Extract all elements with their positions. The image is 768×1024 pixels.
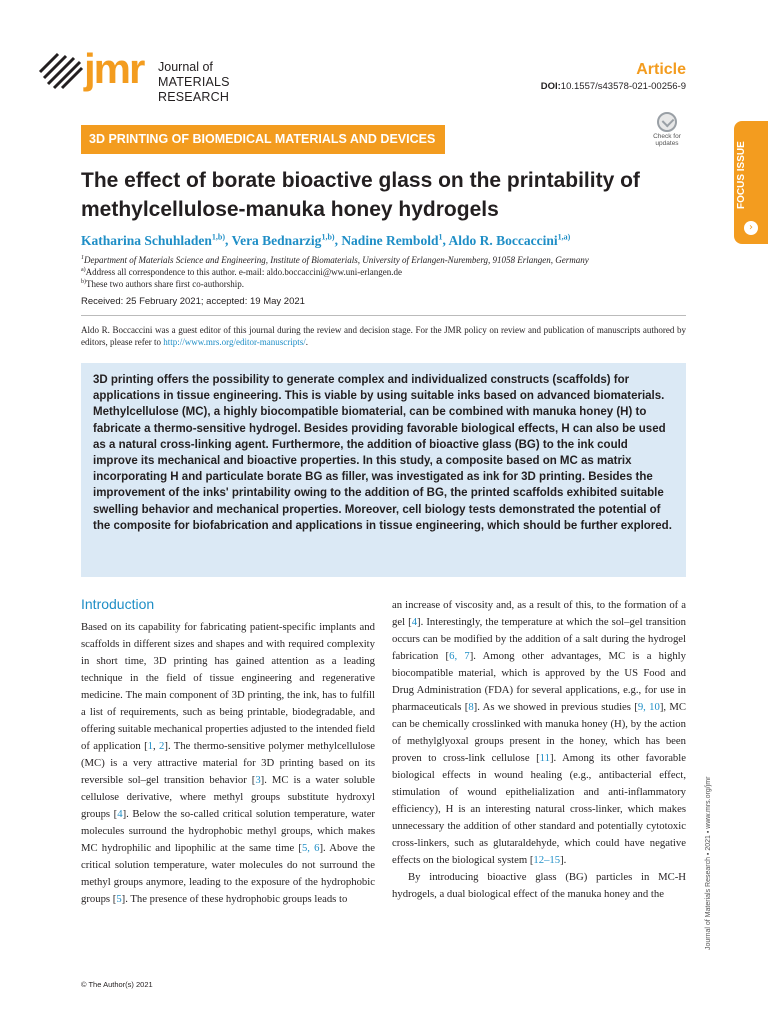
chevron-right-icon: › (744, 221, 758, 235)
citation-link[interactable]: 8 (468, 701, 474, 713)
received-dates: Received: 25 February 2021; accepted: 19 May 2021 (81, 296, 305, 307)
check-for-updates-badge[interactable] (646, 112, 688, 150)
logo-stripes-icon (38, 52, 84, 90)
body-column-right (392, 597, 686, 903)
citation-link[interactable]: 9, 10 (637, 701, 660, 713)
journal-name-line2: MATERIALS RESEARCH (158, 75, 230, 104)
doi-value: 10.1557/s43578-021-00256-9 (560, 81, 686, 92)
journal-side-label: Journal of Materials Research ▪ 2021 ▪ www.mrs.org/jmr (705, 776, 712, 950)
correspondence-note: $^{a)}$Address all correspondence to this author. e-mail: aldo.boccaccini@ww.uni-erlangen.de (81, 267, 403, 277)
abstract-text: 3D printing offers the possibility to generate complex and individualized constructs (scaffolds) for applications in tissue engineering. This is viable by using suitable inks based on advanced biomaterials. Methylcellulose (MC), a highly biocompatible biomaterial, can be combined with manuka honey (H) to fabricate a thermo-sensitive hydrogel. Besides providing favorable biological effects, H can also be used as a natural cross-linking agent. Furthermore, the addition of bioactive glass (BG) to the ink could improve its mechanical and bioactive properties. In this study, a composite based on MC as matrix incorporating H and particulate borate BG as filler, was investigated as ink for 3D printing. Besides the improvement of the inks' printability owing to the addition of BG, the printed scaffolds exhibited suitable swelling behavior and mechanical properties. Moreover, cell biology tests demonstrated the potential of the composite for biofabrication and applications in tissue engineering, which should be further explored. (93, 374, 672, 532)
citation-link[interactable]: 11 (539, 752, 550, 764)
divider (81, 315, 686, 316)
citation-link[interactable]: 5, 6 (301, 842, 320, 854)
doi[interactable] (541, 81, 686, 92)
section-heading-introduction: Introduction (81, 596, 155, 612)
body-column-left (81, 595, 375, 908)
citation-link[interactable]: 3 (255, 774, 261, 786)
author[interactable]: Aldo R. Boccaccini$^{1,a)}$ (448, 232, 571, 248)
logo-mark: jmr (84, 45, 144, 92)
doi-label: DOI: (540, 81, 561, 92)
article-type-label: Article (636, 61, 686, 78)
citation-link[interactable]: 1 (147, 740, 154, 752)
citation-link[interactable]: 6, 7 (449, 650, 470, 662)
author[interactable]: Nadine Rembold$^1$ (341, 232, 443, 248)
editor-note: Aldo R. Boccaccini was a guest editor of this journal during the review and decision stage. For the JMR policy on review and publication of manuscripts authored by editors, please refer to http://www.mrs.org/editor-manuscripts/. (81, 325, 686, 347)
section-banner: 3D PRINTING OF BIOMEDICAL MATERIALS AND DEVICES (81, 125, 445, 154)
journal-logo (38, 45, 268, 104)
check-updates-icon (657, 112, 677, 132)
paragraph: an increase of viscosity and, as a result of this, to the formation of a gel [4]. Interestingly, the temperature at which the sol–gel transition occurs can be modified by the addition of a salt during the hydrogel fabrication [6, 7]. Among other advantages, MC is a highly biocompatible material, which is approved by the US Food and Drug Administration (FDA) for several applications, e.g., for use in pharmaceuticals [8]. As we showed in previous studies [9, 10], MC can be chemically crosslinked with manuka honey (H), by the action of methylglyoxal groups present in the honey, which has been proven to cross-link cellulose [11]. Among its other favorable biological effects in wound healing (e.g., antibacterial effect, stimulation of wound epithelialization and anti-inflammatory efficiency), H is an interesting natural cross-linker, which makes unnecessary the addition of other standard and potentially cytotoxic cross-linkers, such as glutaraldehyde, which could have negative effects on the biological system [12–15]. (392, 599, 686, 866)
citation-link[interactable]: 5 (116, 893, 122, 905)
citation-link[interactable]: 4 (117, 808, 123, 820)
check-updates-label: Check for updates (653, 133, 681, 147)
citation-link[interactable]: 4 (411, 616, 418, 628)
paragraph: Based on its capability for fabricating patient-specific implants and scaffolds in different sizes and shapes and with required complexity in short time, 3D printing has gained attention as a leading technique in the field of tissue engineering and regenerative medicine. The main component of 3D printing, the ink, has to fulfill a list of requirements, such as being printable, biodegradable, and offering suitable mechanical properties adjusted to the intended field of application [1, 2]. The thermo-sensitive polymer methylcellulose (MC) is a very attractive material for 3D printing based on its reversible sol–gel transition behavior [3]. MC is a water soluble cellulose derivative, where methyl groups substitute hydroxyl groups [4]. Below the so-called critical solution temperature, water molecules surround the hydrophobic methyl groups, which makes MC hydrophilic and lipophilic at the same time [5, 6]. Above the critical solution temperature, water molecules do not surround the methyl groups anymore, leading to the exposure of the hydrophobic groups [5]. The presence of these hydrophobic groups leads to (81, 621, 376, 905)
copyright-footer: © The Author(s) 2021 (81, 980, 153, 989)
abstract-box (81, 363, 686, 577)
article-title: The effect of borate bioactive glass on the printability of methylcellulose-manuka honey hydrogels (81, 169, 640, 221)
editor-policy-link[interactable]: http://www.mrs.org/editor-manuscripts/ (163, 337, 306, 347)
author[interactable]: Vera Bednarzig$^{1,b)}$ (231, 232, 335, 248)
journal-name (158, 60, 268, 105)
author-list: Katharina Schuhladen$^{1,b)}$, Vera Bednarzig$^{1,b)}$, Nadine Rembold$^1$, Aldo R. Boccaccini$^{1,a)}$ (81, 232, 571, 248)
focus-issue-label: FOCUS ISSUE (736, 141, 747, 209)
citation-link[interactable]: 2 (159, 740, 165, 752)
author[interactable]: Katharina Schuhladen$^{1,b)}$ (81, 232, 226, 248)
affiliation: $^1$Department of Materials Science and Engineering, Institute of Biomaterials, University of Erlangen-Nuremberg, 91058 Erlangen, Germany (81, 255, 589, 265)
citation-link[interactable]: 12–15 (533, 854, 561, 866)
paragraph: By introducing bioactive glass (BG) particles in MC-H hydrogels, a dual biological effect of the manuka honey and the (392, 871, 686, 900)
journal-name-line1: Journal of (158, 60, 213, 74)
focus-issue-tab[interactable] (734, 121, 768, 244)
co-authorship-note: $^{b)}$These two authors share first co-authorship. (81, 279, 244, 289)
